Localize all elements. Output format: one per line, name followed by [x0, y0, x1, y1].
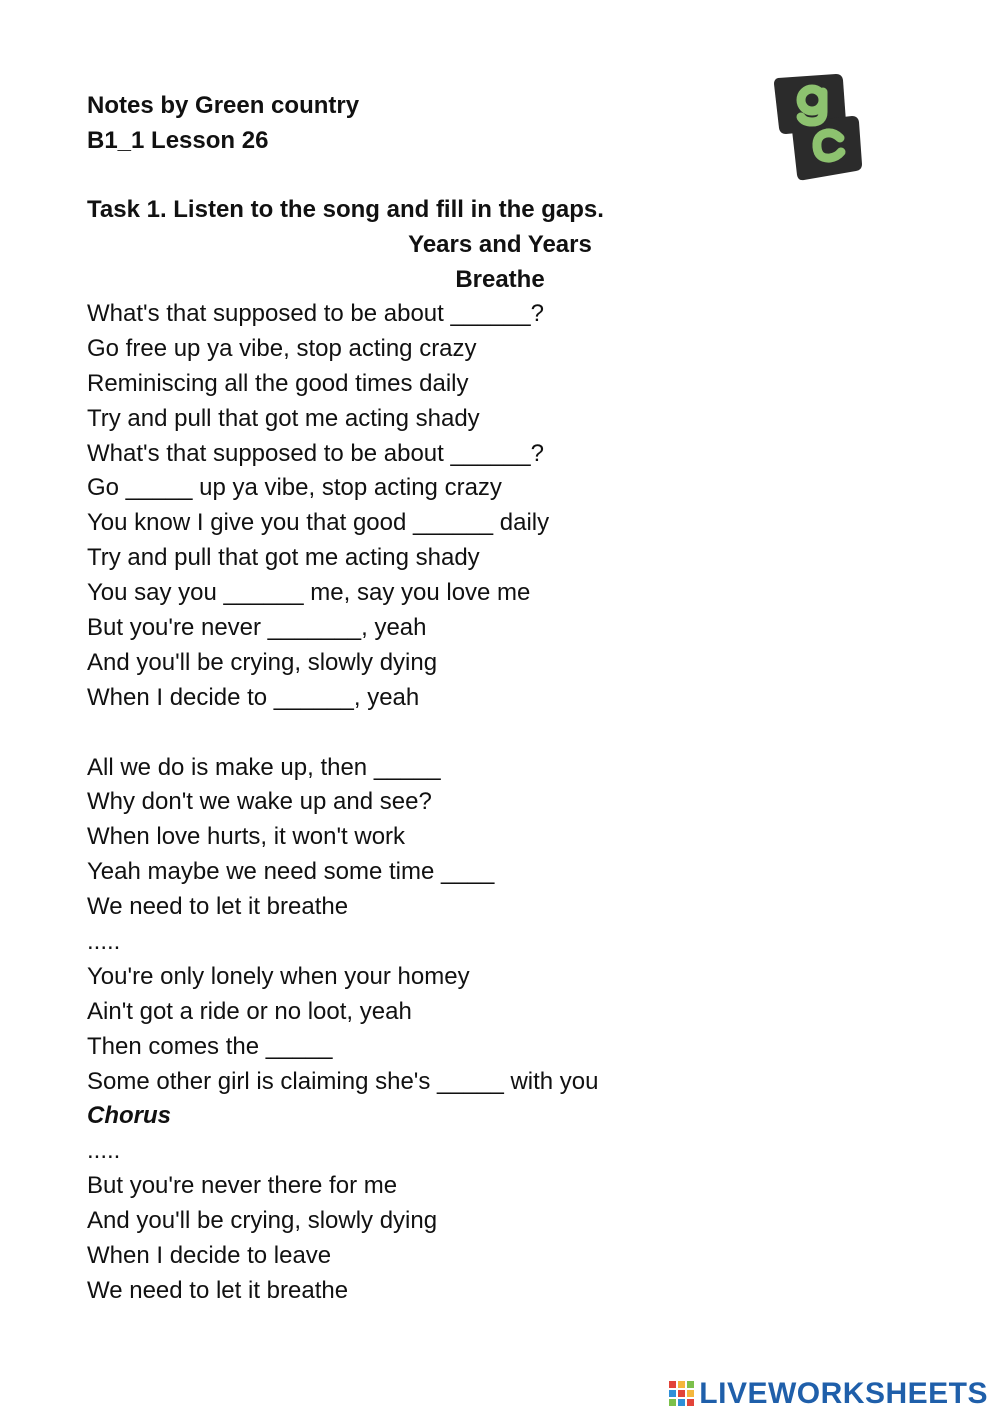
- lyric-ellipsis: .....: [87, 928, 121, 956]
- liveworksheets-brand: [669, 1376, 988, 1412]
- lyric-line: And you'll be crying, slowly dying: [87, 648, 438, 676]
- chorus-label: Chorus: [87, 1102, 171, 1130]
- lyric-line: Try and pull that got me acting shady: [87, 544, 480, 572]
- lyric-line: What's that supposed to be about ______?: [87, 300, 544, 327]
- liveworksheets-wordmark: LIVEWORKSHEETS: [699, 1377, 988, 1410]
- lyric-line: Go free up ya vibe, stop acting crazy: [87, 334, 477, 362]
- song-title: Breathe: [455, 266, 545, 293]
- lyric-blank-line: [87, 716, 599, 751]
- lyric-line: And you'll be crying, slowly dying: [87, 1207, 438, 1235]
- task-instruction: Task 1. Listen to the song and fill in the gaps.: [87, 196, 604, 223]
- lyric-line: Go _____ up ya vibe, stop acting crazy: [87, 474, 502, 502]
- lyric-line: What's that supposed to be about ______?: [87, 439, 544, 467]
- lyric-line: We need to let it breathe: [87, 1276, 349, 1304]
- worksheet-header: [87, 88, 359, 158]
- lyric-line: Some other girl is claiming she's _____ with you: [87, 1067, 599, 1095]
- green-country-logo-icon: [772, 72, 862, 184]
- lyric-line: Why don't we wake up and see?: [87, 788, 432, 816]
- lyric-line: Then comes the _____: [87, 1032, 333, 1060]
- header-author: Notes by Green country: [87, 92, 360, 119]
- lyric-line: You know I give you that good ______ daily: [87, 509, 550, 537]
- lyric-line: All we do is make up, then _____: [87, 753, 441, 781]
- lyric-line: Yeah maybe we need some time ____: [87, 858, 495, 886]
- lyric-line: When love hurts, it won't work: [87, 823, 406, 851]
- lyric-line: Try and pull that got me acting shady: [87, 404, 480, 432]
- lyric-line: But you're never there for me: [87, 1172, 398, 1200]
- header-lesson: B1_1 Lesson 26: [87, 127, 269, 154]
- song-artist: Years and Years: [408, 231, 592, 258]
- lyrics-block: [87, 297, 599, 1309]
- lyric-line: When I decide to ______, yeah: [87, 683, 420, 711]
- lyric-line: You say you ______ me, say you love me: [87, 579, 531, 607]
- lyric-line: But you're never _______, yeah: [87, 614, 427, 642]
- lyric-line: You're only lonely when your homey: [87, 962, 470, 990]
- liveworksheets-grid-icon: [669, 1381, 695, 1407]
- lyric-line: When I decide to leave: [87, 1242, 332, 1270]
- lyric-ellipsis: .....: [87, 1137, 121, 1165]
- lyric-line: We need to let it breathe: [87, 893, 349, 921]
- lyric-line: Ain't got a ride or no loot, yeah: [87, 997, 412, 1025]
- lyric-line: Reminiscing all the good times daily: [87, 369, 469, 397]
